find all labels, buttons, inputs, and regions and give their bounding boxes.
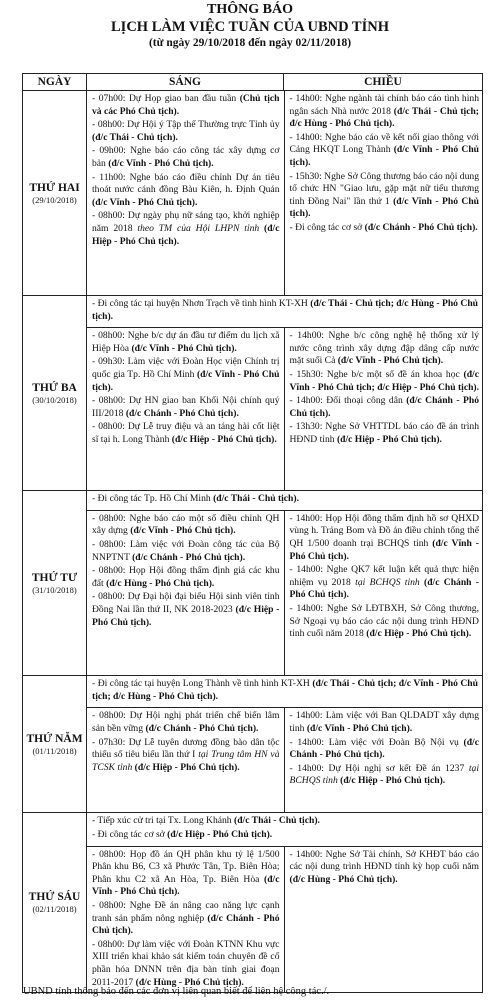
schedule-title: LỊCH LÀM VIỆC TUẦN CỦA UBND TỈNH (111, 19, 389, 35)
entry-text: - 07h00: Dự Họp giao ban đầu tuần (92, 93, 240, 104)
schedule-entry (290, 93, 480, 131)
entry-text: - 08h00: Làm việc với Đoàn công tác của Bộ NNPTNT (92, 538, 280, 563)
col-header-afternoon: CHIỀU (284, 74, 483, 91)
schedule-entry (92, 298, 478, 323)
entry-attendee: (đ/c Hiệp - Phó Chủ tịch). (92, 222, 280, 247)
entry-location: tại BCHQS tỉnh (355, 576, 420, 588)
full-day-events (87, 813, 482, 846)
afternoon-cell (284, 328, 483, 490)
morning-cell (87, 91, 284, 295)
schedule-entry (92, 829, 478, 842)
day-cell (23, 491, 87, 676)
entry-text: - 08h00: Dự làm việc với Đoàn KTNN Khu vực XIII triển khai khảo sát kiểm toán chuyên đề cổ phần hóa DNNN trên địa bàn tỉnh giai đoạn 2011-2017 (92, 938, 280, 988)
entry-attendee: (đ/c Hiệp - Phó Chủ tịch). (167, 828, 273, 840)
entry-text: - 08h00: Dự Hội nghị phát triển chế biến lâm sản bền vững (92, 710, 280, 734)
entry-text: - 08h00: Họp Hội đồng thẩm định giá các khu đất (92, 565, 280, 589)
schedule-entry (92, 737, 280, 775)
entry-text: - Đi công tác tại huyện Long Thành về tình hình KT-XH (92, 678, 313, 690)
day-content (87, 296, 483, 491)
entry-attendee: (đ/c Chánh - Phó Chủ tịch). (289, 736, 479, 761)
entry-attendee: (đ/c Hiệp - Phó Chủ tịch). (171, 433, 277, 445)
schedule-entry (92, 119, 280, 144)
schedule-body (23, 91, 483, 993)
entry-text: - 08h00: Nghe Đề án nâng cao năng lực cạnh tranh sản phẩm nông nghiệp (92, 899, 280, 924)
entry-attendee: (đ/c Vĩnh - Phó Chủ tịch). (337, 355, 444, 367)
entry-attendee: (đ/c Thái - Chủ tịch; đ/c Vĩnh - Phó Chủ tịch; đ/c Hùng - Phó Chủ tịch). (92, 678, 478, 702)
schedule-entry (290, 737, 480, 762)
day-cell (23, 91, 87, 296)
schedule-entry (290, 513, 480, 563)
entry-text: - Tiếp xúc cử tri tại Tx. Long Khánh (92, 815, 234, 827)
entry-text: - 14h00: Làm việc với Ban QLDADT xây dựng tỉnh (289, 710, 479, 734)
schedule-entry (92, 395, 280, 420)
entry-attendee: (đ/c Chánh - Phó Chủ tịch). (92, 912, 280, 937)
entry-text: - 08h00: Nghe b/c dự án đầu tư điểm du lịch xã Hiệp Hòa (92, 330, 280, 354)
entry-text: - 08h00: Dự ngày phụ nữ sáng tạo, khởi nghiệp năm 2018 (92, 210, 280, 234)
schedule-entry (92, 678, 478, 703)
entry-attendee: (đ/c Thái - Chủ tịch; đ/c Hùng - Phó Chủ tịch). (92, 298, 479, 322)
entry-attendee: (đ/c Chánh - Phó Chủ tịch). (125, 407, 239, 419)
entry-attendee: (đ/c Hiệp - Phó Chủ tịch). (340, 775, 446, 787)
entry-attendee: (đ/c Vĩnh - Phó Chủ tịch). (108, 157, 214, 169)
schedule-entry (92, 493, 478, 506)
entry-text: - 14h00: Nghe Sở LĐTBXH, Sở Công thương, Sở Ngoại vụ báo cáo các nội dung trình HĐND tỉnh cuối năm 2018 (289, 602, 479, 640)
schedule-entry (290, 171, 480, 221)
schedule-entry (92, 513, 280, 538)
entry-attendee: (đ/c Vĩnh - Phó Chủ tịch). (92, 196, 198, 208)
day-content (87, 676, 483, 813)
day-name: THỨ SÁU (28, 891, 81, 904)
entry-attendee: (đ/c Hiệp - Phó Chủ tịch). (336, 433, 442, 445)
schedule-entry (290, 710, 480, 735)
date-range: (từ ngày 29/10/2018 đến ngày 02/11/2018) (148, 37, 352, 49)
full-day-events (87, 491, 482, 511)
schedule-entry (92, 93, 280, 118)
day-row (23, 491, 483, 676)
schedule-entry (290, 603, 480, 641)
afternoon-cell (284, 91, 483, 295)
day-name: THỨ TƯ (31, 571, 78, 584)
entry-text: - 09h30: Làm việc với Đoàn Học viện Chính trị quốc gia Tp. Hồ Chí Minh (92, 356, 280, 380)
entry-text: - 15h30: Nghe b/c một số đề án khoa học (289, 368, 464, 380)
entry-text: - 11h00: Nghe báo cáo điều chỉnh Dự án tiêu thoát nước cánh đồng Bàu Kiên, h. Định Quán (92, 171, 280, 196)
entry-text: - 08h00: Dự Đại hội đại biểu Hội sinh viên tỉnh Đồng Nai lần thứ II, NK 2018-2023 (92, 591, 280, 615)
notice-title: THÔNG BÁO (207, 2, 293, 17)
entry-attendee: (đ/c Vĩnh - Phó Chủ tịch). (92, 368, 280, 393)
entry-attendee: (đ/c Hùng - Phó Chủ tịch). (106, 577, 215, 589)
day-content (87, 813, 483, 993)
entry-text: - 14h00: Nghe ngành tài chính báo cáo tình hình ngân sách Nhà nước 2018 (289, 93, 479, 117)
schedule-entry (92, 145, 280, 170)
day-row (23, 296, 483, 491)
day-content (87, 491, 483, 676)
entry-attendee: (đ/c Thái - Chủ tịch). (92, 131, 178, 143)
entry-attendee: (đ/c Vĩnh - Phó Chủ tịch). (289, 537, 479, 562)
morning-cell (87, 328, 284, 490)
schedule-entry (290, 849, 480, 887)
day-content (87, 91, 483, 296)
entry-text: - Đi công tác cơ sở (92, 828, 168, 840)
entry-text: - 07h30: Dự Lễ tuyên dương đồng bào dân tộc thiểu số tiêu biểu lần thứ I (92, 736, 280, 761)
entry-attendee: (đ/c Chánh - Phó Chủ tịch). (145, 722, 259, 734)
day-date: (01/11/2018) (32, 745, 77, 756)
entry-text: - Đi công tác tại huyện Nhơn Trạch về tình hình KT-XH (92, 298, 311, 309)
morning-cell (87, 708, 284, 812)
entry-text: - 13h30: Nghe Sở VHTTDL báo cáo đề án trình HĐND tỉnh (289, 421, 479, 445)
entry-text: - 14h00: Làm việc với Đoàn Bộ Nội vụ (289, 736, 464, 748)
entry-text: - 08h00: Dự HN giao ban Khối Nội chính quý III/2018 (92, 395, 280, 419)
entry-location: tại BCHQS tỉnh (289, 762, 479, 787)
entry-attendee: (đ/c Vĩnh - Phó Chủ tịch). (289, 144, 479, 168)
day-date: (31/10/2018) (32, 584, 77, 595)
schedule-entry (92, 900, 280, 938)
day-cell (23, 813, 87, 993)
entry-text: - 14h00: Đối thoại công dân (289, 395, 407, 407)
schedule-entry (92, 849, 280, 899)
schedule-entry (92, 356, 280, 394)
schedule-table (22, 73, 483, 993)
day-row (23, 813, 483, 993)
entry-attendee: (Chủ tịch và các Phó Chủ tịch). (92, 93, 280, 117)
schedule-entry (92, 421, 280, 446)
entry-text: - 14h00: Họp Hội đồng thẩm định hồ sơ QHXD vùng h. Trảng Bom và Đồ án điều chỉnh tổng thể QH 1/500 doanh trại BCHQS tỉnh (289, 512, 479, 549)
entry-text: - 08h00: Nghe báo cáo một số điều chỉnh QH xây dựng (92, 512, 280, 537)
entry-attendee: (đ/c Vĩnh - Phó Chủ tịch). (289, 195, 479, 220)
morning-cell (87, 511, 284, 675)
schedule-entry (92, 172, 280, 210)
schedule-entry (92, 939, 280, 989)
day-cell (23, 296, 87, 491)
schedule-entry (290, 421, 480, 446)
day-date: (02/11/2018) (32, 904, 77, 915)
entry-attendee: (đ/c Chánh - Phó Chủ tịch). (289, 576, 479, 601)
day-name: THỨ BA (32, 381, 77, 394)
schedule-entry (290, 330, 480, 368)
col-header-morning: SÁNG (87, 74, 284, 91)
entry-attendee: (đ/c Vĩnh - Phó Chủ tịch). (130, 525, 236, 537)
entry-attendee: (đ/c Vĩnh - Phó Chủ tịch). (92, 873, 280, 898)
schedule-entry (92, 330, 280, 355)
morning-cell (87, 847, 284, 993)
schedule-entry (290, 222, 480, 235)
full-day-events (87, 296, 482, 328)
day-name: THỨ NĂM (26, 732, 83, 745)
entry-text: - 14h00: Nghe báo cáo về kết nối giao thông với Cảng HKQT Long Thành (289, 131, 479, 156)
entry-attendee: (đ/c Vĩnh - Phó Chủ tịch; đ/c Hiệp - Phó Chủ tịch). (289, 368, 479, 393)
day-date: (30/10/2018) (32, 394, 77, 405)
afternoon-cell (284, 511, 483, 675)
schedule-entry (290, 395, 480, 420)
entry-attendee: (đ/c Hiệp - Phó Chủ tịch). (366, 628, 472, 640)
entry-text: - 15h30: Nghe Sở Công thương báo cáo nội dung tổ chức HN "Giao lưu, gặp mặt nữ tiểu thương tỉnh Đồng Nai" lần thứ 1 (289, 170, 479, 207)
header-row (23, 74, 483, 91)
entry-attendee: (đ/c Vĩnh - Phó Chủ tịch). (306, 722, 413, 734)
entry-attendee: (đ/c Vĩnh - Phó Chủ tịch). (131, 342, 237, 354)
entry-text: - 09h00: Nghe báo cáo công tác xây dựng cơ bản (92, 145, 280, 169)
entry-location: tại Trung tâm HN và TCSK tỉnh (92, 749, 280, 773)
entry-text: - Đi công tác cơ sở (289, 221, 365, 233)
schedule-entry (92, 565, 280, 590)
entry-text: - 08h00: Họp đồ án QH phân khu tỷ lệ 1/500 Phân khu B6, C3 xã Phước Tân, Tp. Biên Hòa; Phân khu C2 xã An Hòa, Tp. Biên Hòa (92, 848, 280, 885)
schedule-entry (92, 210, 280, 248)
entry-text: - Đi công tác Tp. Hồ Chí Minh (92, 493, 214, 505)
entry-attendee: (đ/c Thái - Chủ tịch). (213, 493, 299, 505)
col-header-day: NGÀY (23, 74, 87, 91)
schedule-entry (290, 132, 480, 170)
entry-text: - 14h00: Nghe Sở Tài chính, Sở KHĐT báo cáo các nội dung trình HĐND tỉnh kỳ họp cuối năm (289, 848, 479, 873)
entry-attendee: (đ/c Chánh - Phó Chủ tịch). (289, 395, 479, 419)
entry-attendee: (đ/c Chánh - Phó Chủ tịch). (132, 551, 246, 563)
day-row (23, 676, 483, 813)
day-cell (23, 676, 87, 813)
schedule-entry (290, 763, 480, 788)
entry-attendee: (đ/c Hùng - Phó Chủ tịch). (135, 976, 244, 988)
entry-attendee: (đ/c Thái - Chủ tịch). (234, 815, 320, 827)
schedule-entry (290, 564, 480, 602)
afternoon-cell (284, 847, 483, 993)
entry-attendee: (đ/c Thái - Chủ tịch; đ/c Hùng - Phó Chủ tịch). (289, 105, 479, 130)
schedule-entry (92, 815, 478, 828)
footer-note: UBND tỉnh thông báo đến các đơn vị liên quan biết để liên hệ công tác./. (23, 986, 330, 997)
afternoon-cell (284, 708, 483, 812)
entry-attendee: (đ/c Hùng - Phó Chủ tịch). (289, 873, 398, 885)
entry-attendee: (đ/c Hiệp - Phó Chủ tịch). (92, 603, 280, 628)
full-day-events (87, 676, 482, 708)
schedule-entry (290, 369, 480, 394)
entry-attendee: (đ/c Chánh - Phó Chủ tịch). (364, 221, 478, 233)
entry-location: theo TM của Hội LHPN tỉnh (137, 222, 260, 234)
entry-text: - 14h00: Dự Hội nghị sơ kết Đề án 1237 (289, 762, 469, 774)
entry-text: - 14h00: Nghe b/c công nghệ hệ thống xử lý nước công trình xây dựng đập dâng cấp nước mặt suối Cả (289, 330, 479, 367)
day-row (23, 91, 483, 296)
day-date: (29/10/2018) (32, 194, 77, 205)
schedule-entry (92, 539, 280, 564)
entry-text: - 08h00: Dự Lễ truy điệu và an táng hài cốt liệt sĩ tại h. Long Thành (92, 421, 280, 445)
schedule-entry (92, 710, 280, 735)
entry-text: - 08h00: Dự Hội ý Tập thể Thường trực Tỉnh ủy (92, 119, 280, 131)
entry-attendee: (đ/c Hiệp - Phó Chủ tịch). (134, 761, 240, 773)
schedule-entry (92, 591, 280, 629)
day-name: THỨ HAI (29, 181, 80, 194)
entry-text: - 14h00: Nghe QK7 kết luận kết quả thực hiện nhiệm vụ 2018 (289, 564, 479, 588)
